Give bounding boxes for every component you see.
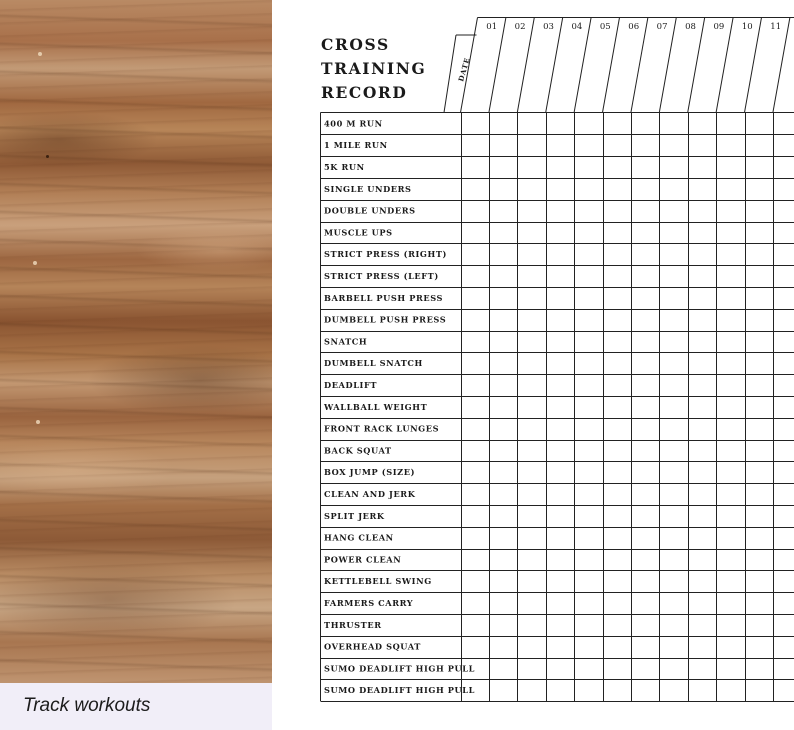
column-number-label: 07 [656,22,668,32]
column-number-label: 06 [628,22,640,32]
title-line-3: RECORD [321,83,408,102]
column-number-label: 02 [514,22,526,32]
title-line-2: TRAINING [321,59,427,78]
exercise-label: DOUBLE UNDERS [324,205,416,216]
exercise-label: CLEAN AND JERK [324,489,416,499]
exercise-label: 1 MILE RUN [324,140,388,151]
caption-text: Track workouts [23,695,151,716]
exercise-label: FRONT RACK LUNGES [324,423,440,434]
column-number-label: 09 [713,22,725,32]
exercise-label: 5K RUN [324,162,365,172]
date-header-label: DATE [456,56,472,83]
column-number-label: 08 [685,22,696,32]
exercise-label: MUSCLE UPS [324,227,393,238]
exercise-label: DUMBELL SNATCH [324,358,423,369]
exercise-label: DEADLIFT [324,380,378,390]
column-number-label: 10 [741,22,753,32]
column-number-label: 04 [571,22,583,32]
column-number-label: 05 [599,22,611,32]
exercise-label: SPLIT JERK [324,510,385,521]
column-headers [456,22,781,83]
exercise-label: FARMERS CARRY [324,598,414,608]
exercise-label: THRUSTER [324,619,382,630]
exercise-label: KETTLEBELL SWING [324,576,432,587]
column-number-label: 01 [486,22,498,32]
exercise-label: 400 M RUN [324,118,383,129]
exercise-label: SUMO DEADLIFT HIGH PULL [324,685,475,696]
column-number-label: 11 [770,22,782,32]
exercise-label: SINGLE UNDERS [324,183,412,194]
exercise-label: BOX JUMP (SIZE) [324,467,416,478]
exercise-label: OVERHEAD SQUAT [324,641,421,652]
exercise-rows [323,118,475,695]
title-line-1: CROSS [321,35,390,54]
exercise-label: HANG CLEAN [324,532,394,543]
exercise-label: DUMBELL PUSH PRESS [324,314,447,325]
exercise-label: WALLBALL WEIGHT [324,401,428,412]
column-number-label: 03 [543,22,554,32]
exercise-label: SUMO DEADLIFT HIGH PULL [324,663,475,674]
exercise-label: BARBELL PUSH PRESS [324,292,444,303]
exercise-label: STRICT PRESS (LEFT) [324,271,439,281]
exercise-label: BACK SQUAT [324,445,392,456]
exercise-label: SNATCH [324,336,368,347]
exercise-label: POWER CLEAN [324,554,402,565]
exercise-label: STRICT PRESS (RIGHT) [324,249,447,260]
date-header-left-slant [444,35,456,113]
